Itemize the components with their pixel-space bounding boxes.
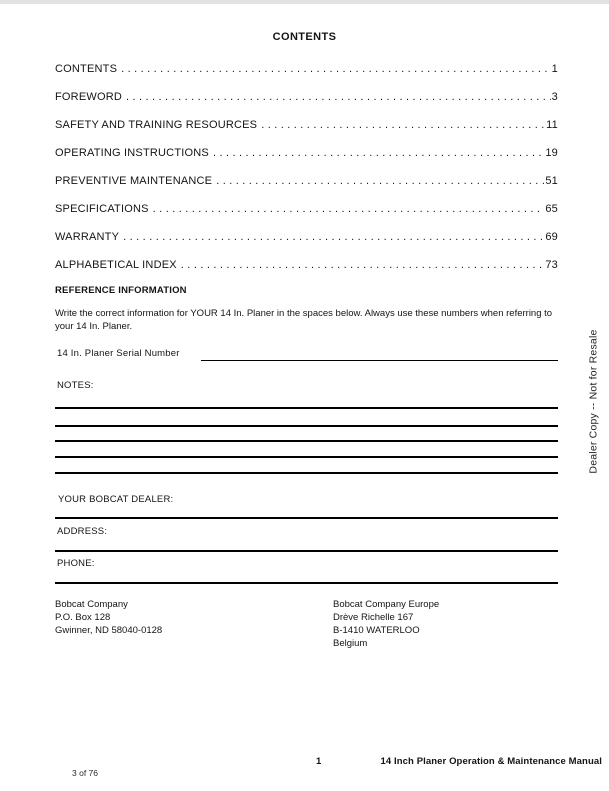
toc-dot-leader	[121, 63, 551, 75]
address-blank-line	[55, 550, 558, 552]
toc-entry-label: PREVENTIVE MAINTENANCE	[55, 175, 213, 187]
toc-entry	[55, 91, 558, 119]
notes-ruled-line	[55, 472, 558, 474]
toc-entry	[55, 147, 558, 175]
toc-entry-page: 19	[545, 147, 558, 159]
toc-entry	[55, 231, 558, 259]
toc-dot-leader	[123, 231, 544, 243]
toc-entry	[55, 175, 558, 203]
company-address-line: B-1410 WATERLOO	[333, 625, 420, 636]
toc-entry-label: SPECIFICATIONS	[55, 203, 149, 215]
dealer-label: YOUR BOBCAT DEALER:	[58, 494, 174, 505]
toc-dot-leader	[181, 259, 545, 271]
toc-dot-leader	[216, 175, 544, 187]
toc-entry-page: 69	[545, 231, 558, 243]
notes-ruled-line	[55, 456, 558, 458]
company-address-us	[55, 598, 162, 637]
toc-entry-label: SAFETY AND TRAINING RESOURCES	[55, 119, 258, 131]
dealer-blank-line	[55, 517, 558, 519]
toc-entry	[55, 259, 558, 287]
scan-edge-artifact	[0, 0, 609, 4]
address-label: ADDRESS:	[57, 526, 108, 537]
toc-entry-label: OPERATING INSTRUCTIONS	[55, 147, 209, 159]
notes-label: NOTES:	[57, 380, 94, 391]
company-address-line: Gwinner, ND 58040-0128	[55, 625, 163, 636]
toc-entry	[55, 119, 558, 147]
toc-dot-leader	[261, 119, 545, 131]
toc-dot-leader	[126, 91, 551, 103]
company-address-line: Bobcat Company	[55, 599, 128, 610]
toc-dot-leader	[153, 203, 545, 215]
company-address-line: Belgium	[333, 638, 368, 649]
toc-entry-page: 51	[545, 175, 558, 187]
dealer-copy-watermark: Dealer Copy -- Not for Resale	[587, 329, 600, 474]
toc-entry-page: 65	[545, 203, 558, 215]
company-address-line: Bobcat Company Europe	[333, 599, 440, 610]
company-address-line: Drève Richelle 167	[333, 612, 414, 623]
notes-ruled-line	[55, 425, 558, 427]
footer-page-number: 1	[316, 756, 322, 767]
toc-entry-label: CONTENTS	[55, 63, 118, 75]
footer-manual-title: 14 Inch Planer Operation & Maintenance Manual	[380, 756, 602, 767]
phone-blank-line	[55, 582, 558, 584]
toc-dot-leader	[213, 147, 544, 159]
toc-entry-label: FOREWORD	[55, 91, 122, 103]
toc-entry-label: WARRANTY	[55, 231, 120, 243]
toc-entry-page: 11	[546, 119, 558, 131]
notes-ruled-line	[55, 407, 558, 409]
serial-number-label: 14 In. Planer Serial Number	[57, 348, 180, 359]
serial-number-blank-line	[201, 360, 558, 361]
toc-entry-page: 73	[545, 259, 558, 271]
footer-sheet-label: 3 of 76	[72, 768, 98, 778]
page-title: CONTENTS	[272, 31, 337, 43]
notes-ruled-line	[55, 440, 558, 442]
toc-entry-label: ALPHABETICAL INDEX	[55, 259, 177, 271]
toc-entry	[55, 203, 558, 231]
toc-entry-page: 3	[551, 91, 558, 103]
reference-information-heading: REFERENCE INFORMATION	[55, 285, 187, 296]
toc-entry	[55, 63, 558, 91]
company-address-europe	[333, 598, 439, 650]
reference-information-body: Write the correct information for YOUR 14 In. Planer in the spaces below. Always use these numbers when referring to your 14 In. Planer.	[55, 308, 553, 332]
company-address-line: P.O. Box 128	[55, 612, 111, 623]
toc-entry-page: 1	[551, 63, 558, 75]
table-of-contents	[55, 63, 558, 287]
phone-label: PHONE:	[57, 558, 95, 569]
